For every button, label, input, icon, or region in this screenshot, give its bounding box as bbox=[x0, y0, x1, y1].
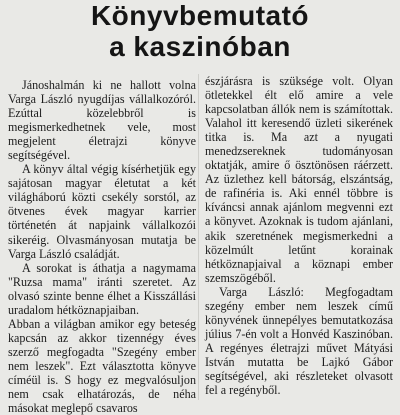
paragraph: észjárásra is szüksége volt. Olyan ötletekkel élt elő amire a vele kapcsolatban állók nem is számítottak. Valahol itt keresendő üzleti sikerének titka is. Ma azt a nyugati menedzsereknek tudományosan oktatják, amire ő ösztönösen ráérzett. Az üzlethez kell bátorság, elszántság, de rafinéria is. Aki ennél többre is kíváncsi annak ajánlom megvenni ezt a könyvet. Azoknak is tudom ajánlani, akik szeretnének megismerkedni a közelmúlt letűnt korainak hétköznapjaival a köznapi ember szemszögéből. bbox=[205, 74, 393, 285]
paragraph: Jánoshalmán ki ne hallott volna Varga László nyugdíjas vállalkozóról. Ezúttal közelebbről is megismerkedhetnek vele, most megjelent életrajzi könyve segítségével. bbox=[8, 78, 196, 163]
paragraph: A sorokat is áthatja a nagymama "Ruzsa mama" iránti szeretet. Az olvasó szinte benne élhet a Kisszállási uradalom hétköznapjaiban. bbox=[8, 260, 196, 317]
paragraph: Abban a világban amikor egy beteség kapcsán az akkor tizennégy éves szerző megfogadta "Szegény ember nem leszek". Ezt választotta könyve címéül is. S hogy ez megvalósuljon nem csak elhatározás, de néha másokat meglepő csavaros bbox=[8, 316, 196, 415]
article-headline bbox=[0, 0, 400, 62]
paragraph: Varga László: Megfogadtam szegény ember nem leszek című könyvének ünnepélyes bemutatkozása július 7-én volt a Honvéd Kaszinóban. A regényes életrajzi művet Mátyási István mutatta be Lajkó Gábor segítségével, aki részleteket olvasott fel a regényből. bbox=[205, 284, 393, 398]
article-column-left bbox=[8, 78, 196, 415]
headline-line-1: Könyvbemutató bbox=[90, 0, 310, 31]
paragraph: A könyv által végig kísérhetjük egy sajátosan magyar életutat a két világháború közti csekély sorstól, az ötvenes évek magyar karrier történetén át napjaink vállalkozói sikeréig. Olvasmányosan mutatja be Varga László családját. bbox=[8, 162, 196, 261]
column-divider bbox=[198, 74, 199, 400]
headline-line-2: a kaszinóban bbox=[109, 31, 291, 62]
article-column-right bbox=[205, 74, 393, 397]
